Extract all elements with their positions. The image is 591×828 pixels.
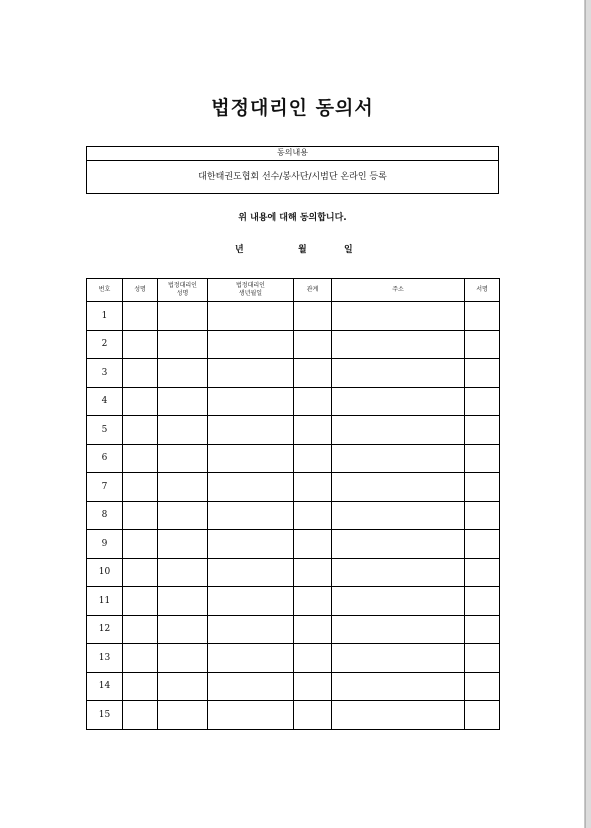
name-cell[interactable] — [123, 530, 158, 559]
consent-box — [86, 146, 499, 194]
address-cell[interactable] — [332, 473, 465, 502]
relation-cell[interactable] — [294, 644, 332, 673]
relation-cell[interactable] — [294, 701, 332, 730]
relation-cell[interactable] — [294, 302, 332, 331]
header-signature: 서명 — [465, 279, 500, 302]
guardian-name-cell[interactable] — [158, 701, 208, 730]
name-cell[interactable] — [123, 444, 158, 473]
signature-cell[interactable] — [465, 302, 500, 331]
guardian-name-cell[interactable] — [158, 302, 208, 331]
relation-cell[interactable] — [294, 587, 332, 616]
relation-cell[interactable] — [294, 473, 332, 502]
guardian-birth-cell[interactable] — [208, 501, 294, 530]
table-row — [87, 416, 500, 445]
row-number-cell: 11 — [87, 587, 123, 616]
guardian-name-cell[interactable] — [158, 644, 208, 673]
row-number-cell: 5 — [87, 416, 123, 445]
relation-cell[interactable] — [294, 672, 332, 701]
address-cell[interactable] — [332, 302, 465, 331]
row-number-cell: 15 — [87, 701, 123, 730]
guardian-birth-cell[interactable] — [208, 701, 294, 730]
table-row — [87, 501, 500, 530]
table-row — [87, 672, 500, 701]
header-guardian-birth-line1: 법정대리인 — [236, 282, 265, 289]
guardian-name-cell[interactable] — [158, 444, 208, 473]
row-number-cell: 12 — [87, 615, 123, 644]
guardian-name-cell[interactable] — [158, 615, 208, 644]
name-cell[interactable] — [123, 644, 158, 673]
guardian-name-cell[interactable] — [158, 359, 208, 388]
page-gutter — [585, 0, 591, 828]
guardian-name-cell[interactable] — [158, 387, 208, 416]
document-title: 법정대리인 동의서 — [211, 97, 374, 119]
signature-cell[interactable] — [465, 530, 500, 559]
relation-cell[interactable] — [294, 359, 332, 388]
relation-cell[interactable] — [294, 330, 332, 359]
table-row — [87, 387, 500, 416]
address-cell[interactable] — [332, 501, 465, 530]
consent-content: 대한태권도협회 선수/봉사단/시범단 온라인 등록 — [198, 172, 387, 182]
relation-cell[interactable] — [294, 501, 332, 530]
guardian-birth-cell[interactable] — [208, 644, 294, 673]
guardian-name-cell[interactable] — [158, 558, 208, 587]
address-cell[interactable] — [332, 444, 465, 473]
date-year-label: 년 — [235, 245, 244, 255]
table-row — [87, 615, 500, 644]
table-row — [87, 587, 500, 616]
header-relation: 관계 — [294, 279, 332, 302]
relation-cell[interactable] — [294, 558, 332, 587]
address-cell[interactable] — [332, 587, 465, 616]
signature-cell[interactable] — [465, 444, 500, 473]
header-guardian-name — [158, 279, 208, 302]
name-cell[interactable] — [123, 473, 158, 502]
table-row — [87, 701, 500, 730]
guardian-birth-cell[interactable] — [208, 473, 294, 502]
relation-cell[interactable] — [294, 444, 332, 473]
row-number-cell: 4 — [87, 387, 123, 416]
guardian-name-cell[interactable] — [158, 330, 208, 359]
signature-cell[interactable] — [465, 558, 500, 587]
row-number-cell: 7 — [87, 473, 123, 502]
signature-cell[interactable] — [465, 615, 500, 644]
row-number-cell: 3 — [87, 359, 123, 388]
guardian-birth-cell[interactable] — [208, 330, 294, 359]
header-address: 주소 — [332, 279, 465, 302]
table-header-row — [87, 279, 500, 302]
header-name: 성명 — [123, 279, 158, 302]
name-cell[interactable] — [123, 587, 158, 616]
relation-cell[interactable] — [294, 416, 332, 445]
row-number-cell: 1 — [87, 302, 123, 331]
row-number-cell: 6 — [87, 444, 123, 473]
table-row — [87, 330, 500, 359]
signature-cell[interactable] — [465, 473, 500, 502]
guardian-birth-cell[interactable] — [208, 587, 294, 616]
guardian-name-cell[interactable] — [158, 416, 208, 445]
row-number-cell: 8 — [87, 501, 123, 530]
guardian-birth-cell[interactable] — [208, 672, 294, 701]
header-guardian-name-line1: 법정대리인 — [168, 282, 197, 289]
guardian-birth-cell[interactable] — [208, 387, 294, 416]
name-cell[interactable] — [123, 672, 158, 701]
row-number-cell: 10 — [87, 558, 123, 587]
signature-table — [86, 278, 500, 730]
row-number-cell: 9 — [87, 530, 123, 559]
name-cell[interactable] — [123, 416, 158, 445]
header-number: 번호 — [87, 279, 123, 302]
name-cell[interactable] — [123, 330, 158, 359]
address-cell[interactable] — [332, 359, 465, 388]
guardian-birth-cell[interactable] — [208, 416, 294, 445]
table-row — [87, 530, 500, 559]
address-cell[interactable] — [332, 416, 465, 445]
table-row — [87, 359, 500, 388]
header-guardian-name-line2: 성명 — [176, 290, 189, 297]
relation-cell[interactable] — [294, 615, 332, 644]
address-cell[interactable] — [332, 644, 465, 673]
date-day-label: 일 — [344, 245, 353, 255]
table-row — [87, 644, 500, 673]
guardian-name-cell[interactable] — [158, 672, 208, 701]
agree-statement: 위 내용에 대해 동의합니다. — [238, 213, 347, 223]
signature-cell[interactable] — [465, 501, 500, 530]
name-cell[interactable] — [123, 701, 158, 730]
signature-cell[interactable] — [465, 701, 500, 730]
table-row — [87, 558, 500, 587]
header-guardian-birth — [208, 279, 294, 302]
name-cell[interactable] — [123, 359, 158, 388]
guardian-birth-cell[interactable] — [208, 558, 294, 587]
date-month-label: 월 — [298, 245, 307, 255]
row-number-cell: 13 — [87, 644, 123, 673]
address-cell[interactable] — [332, 558, 465, 587]
address-cell[interactable] — [332, 530, 465, 559]
address-cell[interactable] — [332, 701, 465, 730]
name-cell[interactable] — [123, 501, 158, 530]
signature-cell[interactable] — [465, 672, 500, 701]
header-guardian-birth-line2: 생년월일 — [238, 290, 263, 297]
name-cell[interactable] — [123, 302, 158, 331]
guardian-name-cell[interactable] — [158, 473, 208, 502]
signature-cell[interactable] — [465, 359, 500, 388]
guardian-name-cell[interactable] — [158, 501, 208, 530]
address-cell[interactable] — [332, 615, 465, 644]
signature-table-body — [87, 302, 500, 730]
signature-cell[interactable] — [465, 387, 500, 416]
relation-cell[interactable] — [294, 387, 332, 416]
name-cell[interactable] — [123, 558, 158, 587]
consent-header: 동의내용 — [87, 147, 498, 161]
guardian-name-cell[interactable] — [158, 587, 208, 616]
address-cell[interactable] — [332, 387, 465, 416]
signature-cell[interactable] — [465, 587, 500, 616]
table-row — [87, 302, 500, 331]
name-cell[interactable] — [123, 387, 158, 416]
address-cell[interactable] — [332, 672, 465, 701]
guardian-name-cell[interactable] — [158, 530, 208, 559]
address-cell[interactable] — [332, 330, 465, 359]
name-cell[interactable] — [123, 615, 158, 644]
table-row — [87, 473, 500, 502]
signature-cell[interactable] — [465, 644, 500, 673]
signature-cell[interactable] — [465, 416, 500, 445]
guardian-birth-cell[interactable] — [208, 444, 294, 473]
row-number-cell: 14 — [87, 672, 123, 701]
guardian-birth-cell[interactable] — [208, 530, 294, 559]
row-number-cell: 2 — [87, 330, 123, 359]
table-row — [87, 444, 500, 473]
guardian-birth-cell[interactable] — [208, 359, 294, 388]
signature-cell[interactable] — [465, 330, 500, 359]
relation-cell[interactable] — [294, 530, 332, 559]
guardian-birth-cell[interactable] — [208, 615, 294, 644]
guardian-birth-cell[interactable] — [208, 302, 294, 331]
